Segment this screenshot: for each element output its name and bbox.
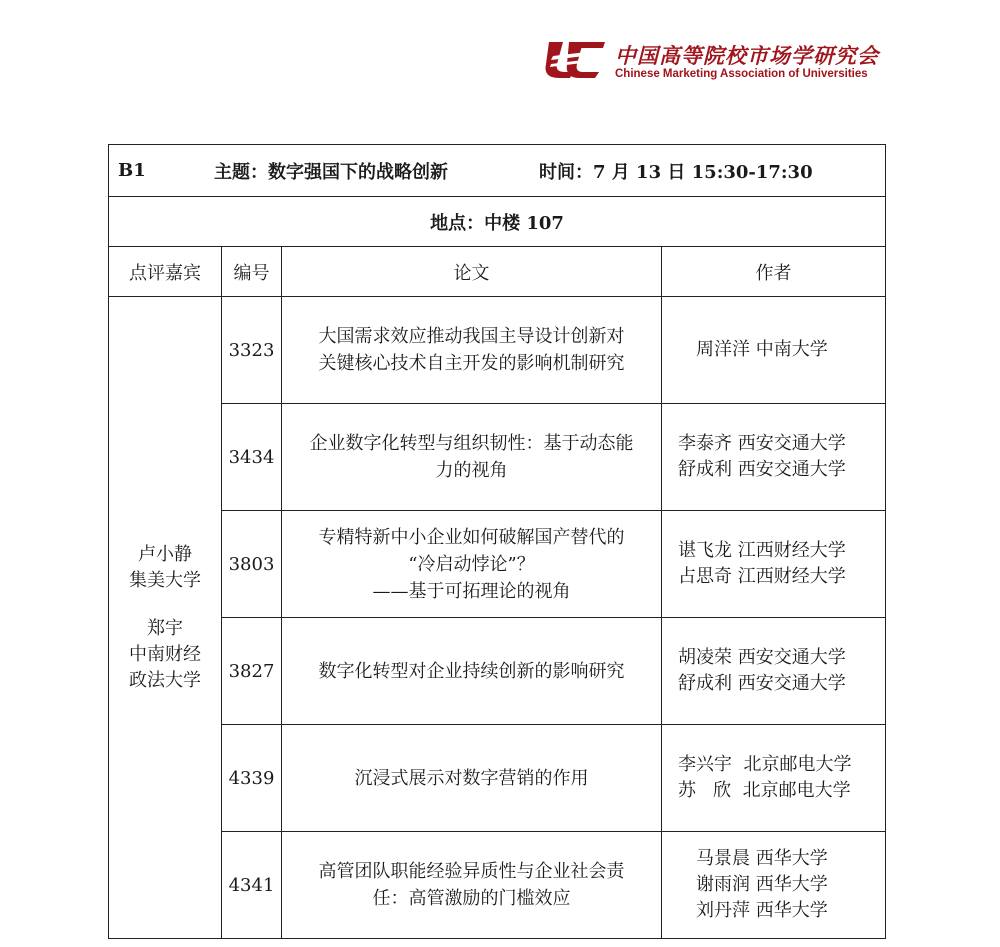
session-time: 时间：7 月 13 日 15:30-17:30	[539, 161, 813, 183]
session-theme: 主题：数字强国下的战略创新	[214, 161, 448, 183]
paper-title	[282, 618, 662, 725]
reviewer-cell	[109, 297, 222, 939]
paper-authors	[662, 832, 886, 939]
paper-number: 3323	[222, 297, 282, 404]
title-line: “冷启动悖论”？	[408, 553, 535, 575]
author-line: 苏 欣 北京邮电大学	[678, 780, 851, 801]
column-header-paper: 论文	[282, 247, 662, 297]
paper-number: 4339	[222, 725, 282, 832]
author-line: 胡凌荣 西安交通大学	[678, 647, 846, 668]
paper-authors	[662, 618, 886, 725]
paper-number: 3434	[222, 404, 282, 511]
reviewer-1	[109, 542, 221, 594]
session-location-row	[109, 197, 886, 247]
paper-title	[282, 725, 662, 832]
title-line: 企业数字化转型与组织韧性：基于动态能	[309, 433, 634, 454]
reviewer-name: 卢小静	[138, 543, 192, 565]
title-line: 任：高管激励的门槛效应	[372, 888, 571, 909]
reviewer-2	[109, 616, 221, 694]
session-header-row	[109, 145, 886, 197]
paper-number: 3827	[222, 618, 282, 725]
paper-title	[282, 404, 662, 511]
session-location: 地点：中楼 107	[109, 197, 886, 247]
author-line: 李兴宇 北京邮电大学	[678, 754, 852, 775]
author-line: 舒成利 西安交通大学	[678, 673, 846, 694]
column-header-number: 编号	[222, 247, 282, 297]
title-line: 高管团队职能经验异质性与企业社会责	[318, 861, 625, 882]
paper-authors	[662, 404, 886, 511]
table-row	[109, 832, 886, 939]
paper-number: 3803	[222, 511, 282, 618]
paper-title	[282, 297, 662, 404]
author-line: 谢雨润 西华大学	[696, 874, 828, 895]
table-row	[109, 511, 886, 618]
association-logo	[543, 38, 893, 86]
session-id: B1	[118, 160, 146, 181]
table-row	[109, 725, 886, 832]
paper-authors	[662, 297, 886, 404]
author-line: 周洋洋 中南大学	[696, 339, 828, 360]
paper-number: 4341	[222, 832, 282, 939]
author-line: 马景晨 西华大学	[696, 848, 828, 869]
reviewer-affiliation: 政法大学	[129, 669, 201, 691]
reviewer-affiliation: 中南财经	[129, 643, 201, 665]
title-line: 数字化转型对企业持续创新的影响研究	[318, 660, 625, 682]
paper-authors	[662, 511, 886, 618]
table-row	[109, 618, 886, 725]
title-line: ——基于可拓理论的视角	[372, 580, 571, 602]
logo-english-name: Chinese Marketing Association of Universities	[615, 68, 868, 80]
paper-title	[282, 511, 662, 618]
author-line: 刘丹萍 西华大学	[696, 900, 828, 921]
title-line: 力的视角	[435, 460, 508, 481]
reviewer-name: 郑宇	[147, 617, 183, 639]
title-line: 沉浸式展示对数字营销的作用	[354, 767, 589, 789]
table-row	[109, 404, 886, 511]
cmau-emblem-icon	[543, 38, 607, 80]
table-row	[109, 297, 886, 404]
reviewer-affiliation: 集美大学	[129, 569, 201, 591]
logo-chinese-name: 中国高等院校市场学研究会	[615, 43, 879, 68]
column-header-author: 作者	[662, 247, 886, 297]
paper-title	[282, 832, 662, 939]
column-header-reviewer: 点评嘉宾	[109, 247, 222, 297]
author-line: 占思奇 江西财经大学	[678, 566, 846, 587]
author-line: 李泰齐 西安交通大学	[678, 433, 846, 454]
paper-authors	[662, 725, 886, 832]
column-header-row	[109, 247, 886, 297]
title-line: 专精特新中小企业如何破解国产替代的	[318, 526, 625, 548]
author-line: 舒成利 西安交通大学	[678, 459, 846, 480]
author-line: 谌飞龙 江西财经大学	[678, 540, 846, 561]
session-schedule-table	[108, 144, 886, 939]
title-line: 关键核心技术自主开发的影响机制研究	[318, 353, 625, 374]
title-line: 大国需求效应推动我国主导设计创新对	[318, 326, 625, 347]
